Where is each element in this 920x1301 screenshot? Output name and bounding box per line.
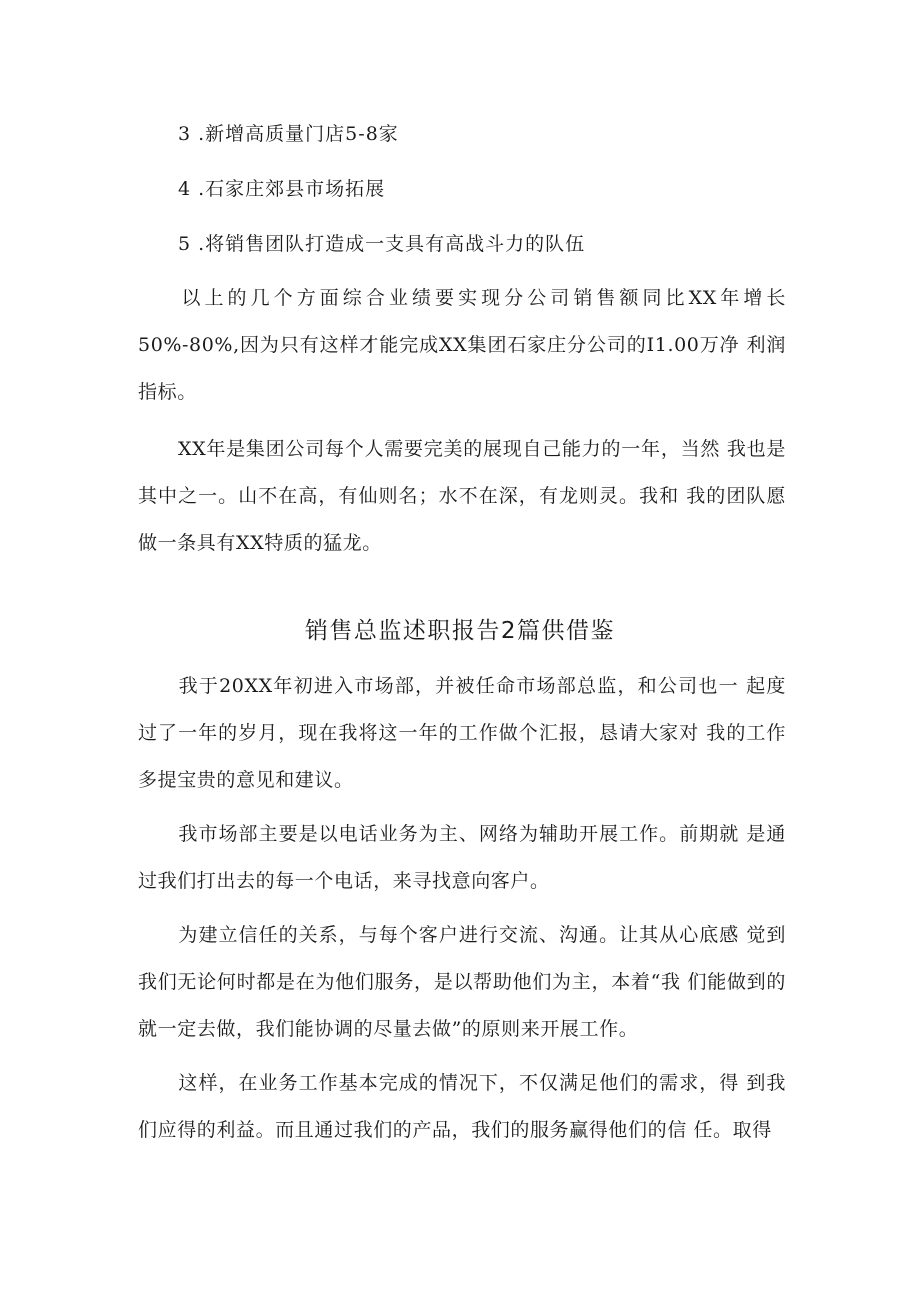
paragraph-text: 以上的几个方面综合业绩要实现分公司销售额同比XX年增长50%-80%,因为只有这样才能完成XX集团石家庄分公司的I1.00万净 利润指标。: [138, 287, 786, 403]
paragraph-text: 我于20XX年初进入市场部，并被任命市场部总监，和公司也一 起度过了一年的岁月，现在我将这一年的工作做个汇报，恳请大家对 我的工作多提宝贵的意见和建议。: [138, 675, 786, 791]
list-number: 5: [178, 233, 192, 255]
paragraph-text: 这样，在业务工作基本完成的情况下，不仅满足他们的需求，得 到我们应得的利益。而且通过我们的产品，我们的服务赢得他们的信 任。取得: [138, 1072, 786, 1141]
list-text: .新增高质量门店5-8家: [198, 123, 399, 145]
paragraph-phone-business: [138, 811, 786, 905]
section-title: 销售总监述职报告2篇供借鉴: [304, 618, 616, 644]
list-item-3: [178, 119, 399, 149]
list-item-4: [178, 174, 385, 204]
paragraph-results: [138, 1060, 786, 1154]
list-number: 3: [178, 123, 192, 145]
paragraph-sales-target: [138, 275, 786, 416]
paragraph-trust: [138, 912, 786, 1053]
list-number: 4: [178, 178, 192, 200]
paragraph-text: XX年是集团公司每个人需要完美的展现自己能力的一年，当然 我也是其中之一。山不在高，有仙则名；水不在深，有龙则灵。我和 我的团队愿做一条具有XX特质的猛龙。: [138, 438, 786, 554]
paragraph-text: 为建立信任的关系，与每个客户进行交流、沟通。让其从心底感 觉到我们无论何时都是在为他们服务，是以帮助他们为主，本着“我 们能做到的就一定去做，我们能协调的尽量去做”的原则来开展工作。: [138, 924, 786, 1040]
list-text: .石家庄郊县市场拓展: [198, 178, 386, 200]
paragraph-year-goal: [138, 426, 786, 567]
paragraph-text: 我市场部主要是以电话业务为主、网络为辅助开展工作。前期就 是通过我们打出去的每一个电话，来寻找意向客户。: [138, 823, 786, 892]
list-text: .将销售团队打造成一支具有高战斗力的队伍: [198, 233, 586, 255]
list-item-5: [178, 229, 585, 259]
paragraph-intro: [138, 663, 786, 804]
